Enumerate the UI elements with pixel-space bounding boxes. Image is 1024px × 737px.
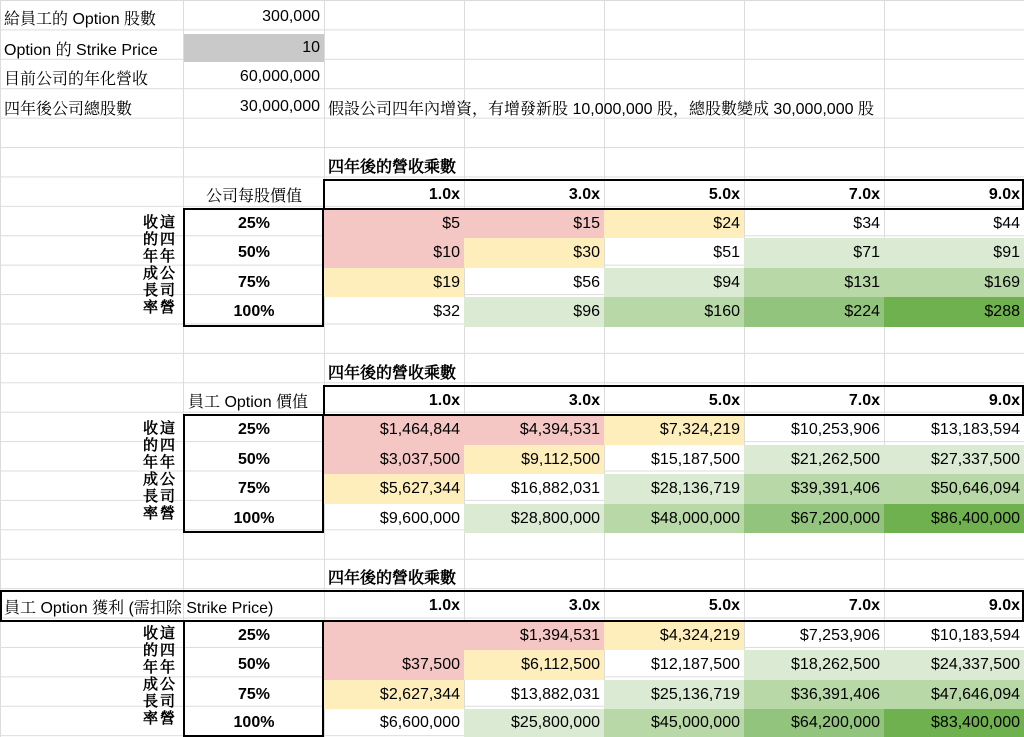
growth-axis-label-line2: 收 的 年 成 長 率: [142, 420, 158, 522]
row-header[interactable]: 75%: [237, 273, 271, 291]
table-cell[interactable]: [324, 621, 464, 650]
column-header[interactable]: 9.0x: [988, 391, 1020, 409]
table-cell[interactable]: $169: [884, 268, 1024, 297]
table-cell[interactable]: $37,500: [324, 650, 464, 680]
table-cell[interactable]: $6,600,000: [379, 714, 460, 731]
column-header[interactable]: 3.0x: [568, 597, 600, 614]
table-cell[interactable]: $50,646,094: [884, 474, 1024, 504]
table-cell[interactable]: $56: [573, 273, 600, 291]
param-label-total-shares[interactable]: 四年後公司總股數: [4, 100, 133, 118]
row-header[interactable]: 50%: [237, 450, 271, 468]
table-cell[interactable]: $9,600,000: [379, 509, 460, 527]
table-cell[interactable]: $10,253,906: [791, 421, 880, 438]
table-cell[interactable]: $7,324,219: [604, 415, 744, 445]
column-header[interactable]: 5.0x: [708, 185, 740, 203]
column-header[interactable]: 5.0x: [708, 391, 740, 409]
table-cell[interactable]: $28,136,719: [604, 474, 744, 504]
table-cell[interactable]: $71: [744, 238, 884, 268]
table-cell[interactable]: $12,187,500: [651, 656, 740, 673]
table-cell[interactable]: $48,000,000: [604, 504, 744, 533]
row-header[interactable]: 25%: [237, 626, 271, 644]
column-header[interactable]: 3.0x: [568, 391, 600, 409]
table-cell[interactable]: $288: [884, 297, 1024, 327]
row-header[interactable]: 75%: [237, 480, 271, 497]
table-cell[interactable]: $1,464,844: [324, 415, 464, 445]
table-corner-label[interactable]: 員工 Option 價值: [188, 394, 309, 411]
table-cell[interactable]: $16,882,031: [511, 480, 600, 497]
table-cell[interactable]: $47,646,094: [884, 680, 1024, 709]
row-header[interactable]: 50%: [237, 656, 271, 673]
table-cell[interactable]: $96: [464, 297, 604, 327]
table-cell[interactable]: $25,136,719: [604, 680, 744, 709]
table-cell[interactable]: $83,400,000: [884, 709, 1024, 737]
column-header[interactable]: 9.0x: [988, 597, 1020, 614]
table-cell[interactable]: $6,112,500: [464, 650, 604, 680]
table-cell[interactable]: $18,262,500: [744, 650, 884, 680]
table-cell[interactable]: $28,800,000: [464, 504, 604, 533]
row-header[interactable]: 75%: [237, 685, 271, 703]
table-cell[interactable]: $91: [884, 238, 1024, 268]
table-cell[interactable]: $10: [324, 238, 464, 268]
param-label-option-shares[interactable]: 給員工的 Option 股數: [4, 10, 157, 28]
table-cell[interactable]: $160: [604, 297, 744, 327]
growth-axis-label: [136, 625, 182, 735]
table-cell[interactable]: $15,187,500: [651, 450, 740, 468]
table-cell[interactable]: $10,183,594: [931, 626, 1020, 644]
table-cell[interactable]: $25,800,000: [464, 709, 604, 737]
table-corner-label[interactable]: 公司每股價值: [205, 188, 302, 205]
param-value-annual-revenue[interactable]: 60,000,000: [239, 68, 320, 85]
table-corner-label[interactable]: 員工 Option 獲利 (需扣除 Strike Price): [4, 599, 274, 617]
column-header[interactable]: 9.0x: [988, 185, 1020, 203]
table-cell[interactable]: $1,394,531: [464, 621, 604, 650]
column-header[interactable]: 1.0x: [428, 597, 460, 614]
table-cell[interactable]: $13,183,594: [931, 421, 1020, 438]
table-cell[interactable]: $34: [853, 214, 880, 232]
param-value-strike-price[interactable]: 10: [184, 34, 324, 62]
column-header[interactable]: 7.0x: [848, 185, 880, 203]
column-header[interactable]: 1.0x: [428, 391, 460, 409]
growth-axis-label-line2: 收 的 年 成 長 率: [142, 214, 158, 316]
table-title: 四年後的營收乘數: [328, 159, 457, 176]
row-header[interactable]: 100%: [233, 509, 275, 527]
table-title: 四年後的營收乘數: [328, 570, 457, 587]
growth-axis-label-line1: 這 四 年 公 司 營: [159, 214, 175, 316]
table-cell[interactable]: $64,200,000: [744, 709, 884, 737]
table-cell[interactable]: $9,112,500: [464, 445, 604, 474]
table-cell[interactable]: $51: [713, 244, 740, 261]
param-label-annual-revenue[interactable]: 目前公司的年化營收: [4, 70, 149, 88]
row-header[interactable]: 100%: [233, 303, 275, 320]
table-cell[interactable]: $36,391,406: [744, 680, 884, 709]
table-cell[interactable]: $39,391,406: [744, 474, 884, 504]
growth-axis-label-line1: 這 四 年 公 司 營: [159, 420, 175, 522]
table-cell[interactable]: $5,627,344: [324, 474, 464, 504]
table-cell[interactable]: $13,882,031: [511, 685, 600, 703]
column-header[interactable]: 5.0x: [708, 597, 740, 614]
table-cell[interactable]: $224: [744, 297, 884, 327]
table-cell[interactable]: $131: [744, 268, 884, 297]
table-cell[interactable]: $86,400,000: [884, 504, 1024, 533]
table-cell[interactable]: $2,627,344: [324, 680, 464, 709]
row-header[interactable]: 25%: [237, 421, 271, 438]
growth-axis-label-line2: 收 的 年 成 長 率: [142, 625, 158, 727]
table-cell[interactable]: $94: [604, 268, 744, 297]
table-cell[interactable]: $27,337,500: [884, 445, 1024, 474]
table-cell[interactable]: $15: [464, 209, 604, 238]
table-cell[interactable]: $45,000,000: [604, 709, 744, 737]
row-header[interactable]: 100%: [233, 714, 275, 731]
table-cell[interactable]: $3,037,500: [324, 445, 464, 474]
table-cell[interactable]: $24,337,500: [884, 650, 1024, 680]
row-header[interactable]: 50%: [237, 244, 271, 261]
table-cell[interactable]: $7,253,906: [799, 626, 880, 644]
table-cell[interactable]: $44: [993, 214, 1020, 232]
table-cell[interactable]: $32: [433, 303, 460, 320]
table-cell[interactable]: $21,262,500: [744, 445, 884, 474]
growth-axis-label: [136, 214, 182, 324]
param-note-total-shares[interactable]: 假設公司四年內增資，有增發新股 10,000,000 股，總股數變成 30,000,000 股: [328, 100, 874, 118]
table-cell[interactable]: $5: [324, 209, 464, 238]
table-cell[interactable]: $24: [604, 209, 744, 238]
row-header[interactable]: 25%: [237, 214, 271, 232]
table-cell[interactable]: $4,324,219: [604, 621, 744, 650]
column-header[interactable]: 3.0x: [568, 185, 600, 203]
column-header[interactable]: 7.0x: [848, 391, 880, 409]
table-cell[interactable]: $67,200,000: [744, 504, 884, 533]
param-value-option-shares[interactable]: 300,000: [262, 8, 320, 25]
param-label-strike-price[interactable]: Option 的 Strike Price: [4, 41, 158, 59]
column-header[interactable]: 1.0x: [428, 185, 460, 203]
table-cell[interactable]: $4,394,531: [464, 415, 604, 445]
param-value-total-shares[interactable]: 30,000,000: [239, 98, 320, 115]
table-cell[interactable]: $30: [464, 238, 604, 268]
growth-axis-label: [136, 420, 182, 530]
growth-axis-label-line1: 這 四 年 公 司 營: [159, 625, 175, 727]
column-header[interactable]: 7.0x: [848, 597, 880, 614]
table-cell[interactable]: $19: [324, 268, 464, 297]
table-title: 四年後的營收乘數: [328, 365, 457, 382]
